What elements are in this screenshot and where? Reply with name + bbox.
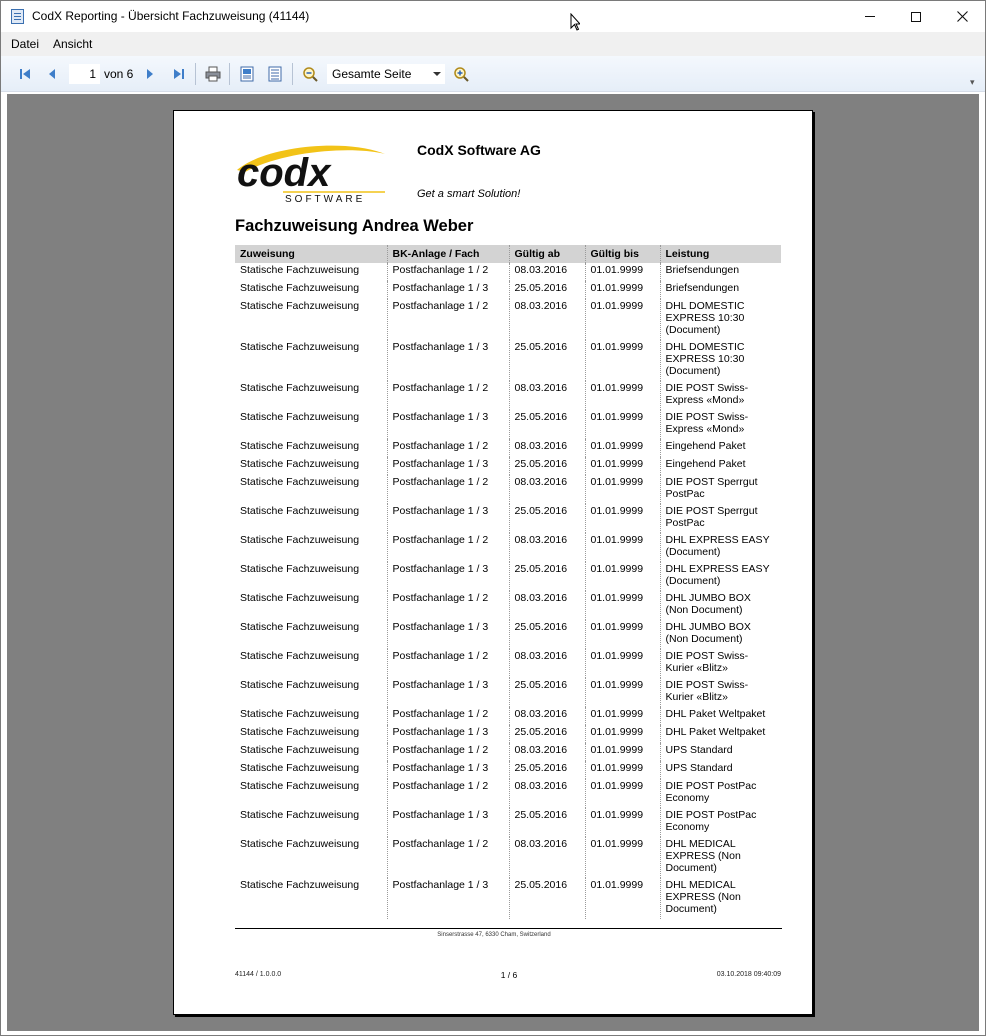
cell-leistung: DHL Paket Weltpaket bbox=[660, 725, 781, 743]
single-page-view-button[interactable] bbox=[238, 65, 256, 83]
cell-leistung: DIE POST Swiss-Express «Mond» bbox=[660, 410, 781, 439]
cell-anlage: Postfachanlage 1 / 3 bbox=[387, 340, 509, 381]
cell-gueltig-bis: 01.01.9999 bbox=[585, 340, 660, 381]
cell-zuweisung: Statische Fachzuweisung bbox=[240, 411, 360, 423]
table-row bbox=[235, 678, 781, 707]
mouse-cursor-icon bbox=[570, 13, 580, 31]
cell-gueltig-ab: 08.03.2016 bbox=[509, 439, 585, 457]
cell-gueltig-ab: 25.05.2016 bbox=[509, 504, 585, 533]
print-button[interactable] bbox=[204, 65, 222, 83]
cell-leistung: DHL EXPRESS EASY (Document) bbox=[660, 562, 781, 591]
footer-page-number: 1 / 6 bbox=[500, 970, 518, 980]
cell-zuweisung: Statische Fachzuweisung bbox=[240, 300, 360, 312]
cell-anlage: Postfachanlage 1 / 2 bbox=[387, 837, 509, 878]
cell-leistung: DHL Paket Weltpaket bbox=[660, 707, 781, 725]
cell-gueltig-bis: 01.01.9999 bbox=[585, 725, 660, 743]
cell-gueltig-ab: 08.03.2016 bbox=[509, 649, 585, 678]
cell-gueltig-bis: 01.01.9999 bbox=[585, 591, 660, 620]
table-row bbox=[235, 410, 781, 439]
table-row bbox=[235, 743, 781, 761]
cell-anlage: Postfachanlage 1 / 3 bbox=[387, 620, 509, 649]
column-header-leistung: Leistung bbox=[660, 245, 781, 263]
cell-gueltig-bis: 01.01.9999 bbox=[585, 761, 660, 779]
zoom-out-icon bbox=[302, 66, 318, 82]
app-icon bbox=[11, 9, 24, 24]
codx-logo bbox=[235, 140, 395, 204]
column-header-gueltig-ab: Gültig ab bbox=[509, 245, 585, 263]
cell-gueltig-bis: 01.01.9999 bbox=[585, 381, 660, 410]
cell-gueltig-bis: 01.01.9999 bbox=[585, 678, 660, 707]
table-row bbox=[235, 457, 781, 475]
cell-zuweisung: Statische Fachzuweisung bbox=[240, 563, 360, 575]
cell-zuweisung: Statische Fachzuweisung bbox=[240, 440, 360, 452]
column-header-zuweisung: Zuweisung bbox=[235, 245, 387, 263]
menu-ansicht[interactable]: Ansicht bbox=[53, 37, 93, 51]
zoom-select-value: Gesamte Seite bbox=[332, 67, 412, 81]
cell-leistung: Briefsendungen bbox=[660, 263, 781, 281]
multi-page-icon bbox=[267, 66, 283, 82]
company-name: CodX Software AG bbox=[417, 142, 541, 158]
cell-zuweisung: Statische Fachzuweisung bbox=[240, 744, 360, 756]
cell-anlage: Postfachanlage 1 / 2 bbox=[387, 707, 509, 725]
menu-datei[interactable]: Datei bbox=[11, 37, 40, 51]
table-row bbox=[235, 299, 781, 340]
zoom-in-button[interactable] bbox=[452, 65, 470, 83]
cell-gueltig-bis: 01.01.9999 bbox=[585, 808, 660, 837]
cell-gueltig-ab: 08.03.2016 bbox=[509, 779, 585, 808]
menu-bar bbox=[1, 32, 985, 56]
column-header-gueltig-bis: Gültig bis bbox=[585, 245, 660, 263]
table-row bbox=[235, 439, 781, 457]
minimize-icon bbox=[865, 16, 875, 17]
cell-anlage: Postfachanlage 1 / 3 bbox=[387, 562, 509, 591]
table-row bbox=[235, 475, 781, 504]
cell-anlage: Postfachanlage 1 / 3 bbox=[387, 761, 509, 779]
cell-zuweisung: Statische Fachzuweisung bbox=[240, 505, 360, 517]
cell-leistung: DHL EXPRESS EASY (Document) bbox=[660, 533, 781, 562]
current-page-input[interactable]: 1 bbox=[69, 64, 100, 84]
table-row bbox=[235, 591, 781, 620]
table-row bbox=[235, 281, 781, 299]
table-row bbox=[235, 837, 781, 878]
cell-gueltig-ab: 25.05.2016 bbox=[509, 340, 585, 381]
cell-gueltig-ab: 08.03.2016 bbox=[509, 299, 585, 340]
cell-gueltig-ab: 25.05.2016 bbox=[509, 620, 585, 649]
table-row bbox=[235, 533, 781, 562]
cell-anlage: Postfachanlage 1 / 3 bbox=[387, 457, 509, 475]
cell-anlage: Postfachanlage 1 / 2 bbox=[387, 299, 509, 340]
cell-leistung: DHL MEDICAL EXPRESS (Non Document) bbox=[660, 837, 781, 878]
table-row bbox=[235, 340, 781, 381]
first-page-button[interactable] bbox=[16, 65, 34, 83]
cell-gueltig-ab: 08.03.2016 bbox=[509, 381, 585, 410]
cell-gueltig-ab: 08.03.2016 bbox=[509, 743, 585, 761]
cell-leistung: Eingehend Paket bbox=[660, 439, 781, 457]
cell-leistung: DIE POST Sperrgut PostPac bbox=[660, 475, 781, 504]
cell-leistung: DHL MEDICAL EXPRESS (Non Document) bbox=[660, 878, 781, 919]
zoom-in-icon bbox=[453, 66, 469, 82]
cell-zuweisung: Statische Fachzuweisung bbox=[240, 621, 360, 633]
cell-gueltig-ab: 08.03.2016 bbox=[509, 837, 585, 878]
cell-anlage: Postfachanlage 1 / 2 bbox=[387, 779, 509, 808]
cell-leistung: DIE POST Sperrgut PostPac bbox=[660, 504, 781, 533]
cell-zuweisung: Statische Fachzuweisung bbox=[240, 534, 360, 546]
previous-page-icon bbox=[45, 67, 59, 81]
last-page-button[interactable] bbox=[170, 65, 188, 83]
cell-gueltig-ab: 25.05.2016 bbox=[509, 678, 585, 707]
maximize-icon bbox=[911, 12, 921, 22]
cell-gueltig-ab: 08.03.2016 bbox=[509, 263, 585, 281]
cell-zuweisung: Statische Fachzuweisung bbox=[240, 592, 360, 604]
cell-zuweisung: Statische Fachzuweisung bbox=[240, 264, 360, 276]
cell-anlage: Postfachanlage 1 / 3 bbox=[387, 678, 509, 707]
table-row bbox=[235, 878, 781, 919]
table-row bbox=[235, 779, 781, 808]
table-row bbox=[235, 725, 781, 743]
cell-gueltig-ab: 25.05.2016 bbox=[509, 281, 585, 299]
cell-gueltig-ab: 25.05.2016 bbox=[509, 761, 585, 779]
table-header-row bbox=[235, 245, 781, 263]
cell-gueltig-bis: 01.01.9999 bbox=[585, 439, 660, 457]
page-of-label: von 6 bbox=[104, 67, 134, 81]
report-page bbox=[173, 110, 813, 1015]
cell-gueltig-bis: 01.01.9999 bbox=[585, 779, 660, 808]
cell-zuweisung: Statische Fachzuweisung bbox=[240, 879, 360, 891]
cell-anlage: Postfachanlage 1 / 3 bbox=[387, 878, 509, 919]
close-button[interactable] bbox=[939, 1, 985, 32]
title-bar[interactable] bbox=[1, 1, 985, 32]
cell-gueltig-ab: 08.03.2016 bbox=[509, 533, 585, 562]
cell-zuweisung: Statische Fachzuweisung bbox=[240, 809, 360, 821]
minimize-button[interactable] bbox=[847, 1, 893, 32]
first-page-icon bbox=[18, 67, 32, 81]
window-title: CodX Reporting - Übersicht Fachzuweisung (41144) bbox=[32, 9, 310, 23]
cell-gueltig-bis: 01.01.9999 bbox=[585, 533, 660, 562]
cell-anlage: Postfachanlage 1 / 2 bbox=[387, 591, 509, 620]
cell-gueltig-ab: 25.05.2016 bbox=[509, 725, 585, 743]
toolbar-overflow-icon[interactable]: ▾ bbox=[970, 77, 975, 87]
last-page-icon bbox=[172, 67, 186, 81]
table-row bbox=[235, 808, 781, 837]
cell-gueltig-ab: 25.05.2016 bbox=[509, 878, 585, 919]
table-row bbox=[235, 761, 781, 779]
cell-gueltig-bis: 01.01.9999 bbox=[585, 837, 660, 878]
cell-zuweisung: Statische Fachzuweisung bbox=[240, 762, 360, 774]
cell-anlage: Postfachanlage 1 / 2 bbox=[387, 475, 509, 504]
cell-zuweisung: Statische Fachzuweisung bbox=[240, 679, 360, 691]
cell-gueltig-bis: 01.01.9999 bbox=[585, 281, 660, 299]
cell-leistung: DHL JUMBO BOX (Non Document) bbox=[660, 620, 781, 649]
cell-anlage: Postfachanlage 1 / 3 bbox=[387, 725, 509, 743]
cell-gueltig-ab: 08.03.2016 bbox=[509, 591, 585, 620]
multi-page-view-button[interactable] bbox=[266, 65, 284, 83]
cell-anlage: Postfachanlage 1 / 2 bbox=[387, 439, 509, 457]
logo-text: codx bbox=[237, 151, 331, 195]
cell-zuweisung: Statische Fachzuweisung bbox=[240, 708, 360, 720]
maximize-button[interactable] bbox=[893, 1, 939, 32]
cell-gueltig-ab: 25.05.2016 bbox=[509, 562, 585, 591]
cell-leistung: DHL JUMBO BOX (Non Document) bbox=[660, 591, 781, 620]
cell-zuweisung: Statische Fachzuweisung bbox=[240, 282, 360, 294]
cell-gueltig-ab: 25.05.2016 bbox=[509, 410, 585, 439]
assignment-table bbox=[235, 245, 781, 919]
cell-gueltig-bis: 01.01.9999 bbox=[585, 878, 660, 919]
cell-leistung: DIE POST Swiss-Kurier «Blitz» bbox=[660, 649, 781, 678]
table-row bbox=[235, 263, 781, 281]
cell-gueltig-bis: 01.01.9999 bbox=[585, 263, 660, 281]
next-page-icon bbox=[143, 67, 157, 81]
table-row bbox=[235, 504, 781, 533]
cell-anlage: Postfachanlage 1 / 3 bbox=[387, 504, 509, 533]
toolbar bbox=[1, 56, 985, 92]
cell-leistung: DIE POST Swiss-Express «Mond» bbox=[660, 381, 781, 410]
cell-gueltig-bis: 01.01.9999 bbox=[585, 475, 660, 504]
cell-anlage: Postfachanlage 1 / 2 bbox=[387, 743, 509, 761]
table-row bbox=[235, 381, 781, 410]
cell-anlage: Postfachanlage 1 / 3 bbox=[387, 808, 509, 837]
cell-zuweisung: Statische Fachzuweisung bbox=[240, 458, 360, 470]
next-page-button[interactable] bbox=[141, 65, 159, 83]
cell-leistung: UPS Standard bbox=[660, 761, 781, 779]
cell-leistung: Eingehend Paket bbox=[660, 457, 781, 475]
cell-leistung: Briefsendungen bbox=[660, 281, 781, 299]
cell-leistung: UPS Standard bbox=[660, 743, 781, 761]
cell-anlage: Postfachanlage 1 / 2 bbox=[387, 263, 509, 281]
column-header-anlage: BK-Anlage / Fach bbox=[387, 245, 509, 263]
footer-address: Sinserstrasse 47, 6330 Cham, Switzerland bbox=[437, 932, 551, 938]
cell-leistung: DIE POST Swiss-Kurier «Blitz» bbox=[660, 678, 781, 707]
cell-anlage: Postfachanlage 1 / 2 bbox=[387, 649, 509, 678]
cell-gueltig-bis: 01.01.9999 bbox=[585, 504, 660, 533]
dropdown-arrow-icon bbox=[433, 72, 441, 76]
cell-leistung: DHL DOMESTIC EXPRESS 10:30 (Document) bbox=[660, 340, 781, 381]
cell-gueltig-bis: 01.01.9999 bbox=[585, 649, 660, 678]
table-row bbox=[235, 562, 781, 591]
footer-version: 41144 / 1.0.0.0 bbox=[235, 971, 282, 978]
footer-divider bbox=[235, 928, 782, 929]
cell-gueltig-bis: 01.01.9999 bbox=[585, 410, 660, 439]
toolbar-separator bbox=[292, 63, 293, 85]
toolbar-separator bbox=[195, 63, 196, 85]
single-page-icon bbox=[239, 66, 255, 82]
company-slogan: Get a smart Solution! bbox=[417, 188, 521, 200]
cell-zuweisung: Statische Fachzuweisung bbox=[240, 838, 360, 850]
cell-zuweisung: Statische Fachzuweisung bbox=[240, 476, 360, 488]
cell-zuweisung: Statische Fachzuweisung bbox=[240, 341, 360, 353]
table-row bbox=[235, 620, 781, 649]
cell-zuweisung: Statische Fachzuweisung bbox=[240, 650, 360, 662]
table-row bbox=[235, 649, 781, 678]
cell-anlage: Postfachanlage 1 / 2 bbox=[387, 533, 509, 562]
cell-gueltig-bis: 01.01.9999 bbox=[585, 620, 660, 649]
cell-gueltig-ab: 25.05.2016 bbox=[509, 457, 585, 475]
cell-anlage: Postfachanlage 1 / 3 bbox=[387, 281, 509, 299]
previous-page-button[interactable] bbox=[43, 65, 61, 83]
cell-leistung: DIE POST PostPac Economy bbox=[660, 779, 781, 808]
report-title: Fachzuweisung Andrea Weber bbox=[235, 217, 474, 235]
report-preview-area[interactable] bbox=[7, 94, 979, 1031]
cell-gueltig-ab: 25.05.2016 bbox=[509, 808, 585, 837]
zoom-select[interactable] bbox=[327, 64, 445, 84]
cell-zuweisung: Statische Fachzuweisung bbox=[240, 780, 360, 792]
cell-gueltig-bis: 01.01.9999 bbox=[585, 562, 660, 591]
cell-zuweisung: Statische Fachzuweisung bbox=[240, 726, 360, 738]
cell-gueltig-bis: 01.01.9999 bbox=[585, 743, 660, 761]
cell-gueltig-bis: 01.01.9999 bbox=[585, 457, 660, 475]
close-icon bbox=[957, 11, 968, 22]
toolbar-separator bbox=[229, 63, 230, 85]
zoom-out-button[interactable] bbox=[301, 65, 319, 83]
cell-gueltig-bis: 01.01.9999 bbox=[585, 707, 660, 725]
footer-timestamp: 03.10.2018 09:40:09 bbox=[716, 971, 781, 978]
cell-anlage: Postfachanlage 1 / 2 bbox=[387, 381, 509, 410]
cell-gueltig-bis: 01.01.9999 bbox=[585, 299, 660, 340]
cell-gueltig-ab: 08.03.2016 bbox=[509, 707, 585, 725]
cell-gueltig-ab: 08.03.2016 bbox=[509, 475, 585, 504]
cell-zuweisung: Statische Fachzuweisung bbox=[240, 382, 360, 394]
logo-subtext: SOFTWARE bbox=[285, 194, 366, 204]
cell-leistung: DHL DOMESTIC EXPRESS 10:30 (Document) bbox=[660, 299, 781, 340]
table-row bbox=[235, 707, 781, 725]
printer-icon bbox=[205, 66, 221, 82]
cell-anlage: Postfachanlage 1 / 3 bbox=[387, 410, 509, 439]
cell-leistung: DIE POST PostPac Economy bbox=[660, 808, 781, 837]
